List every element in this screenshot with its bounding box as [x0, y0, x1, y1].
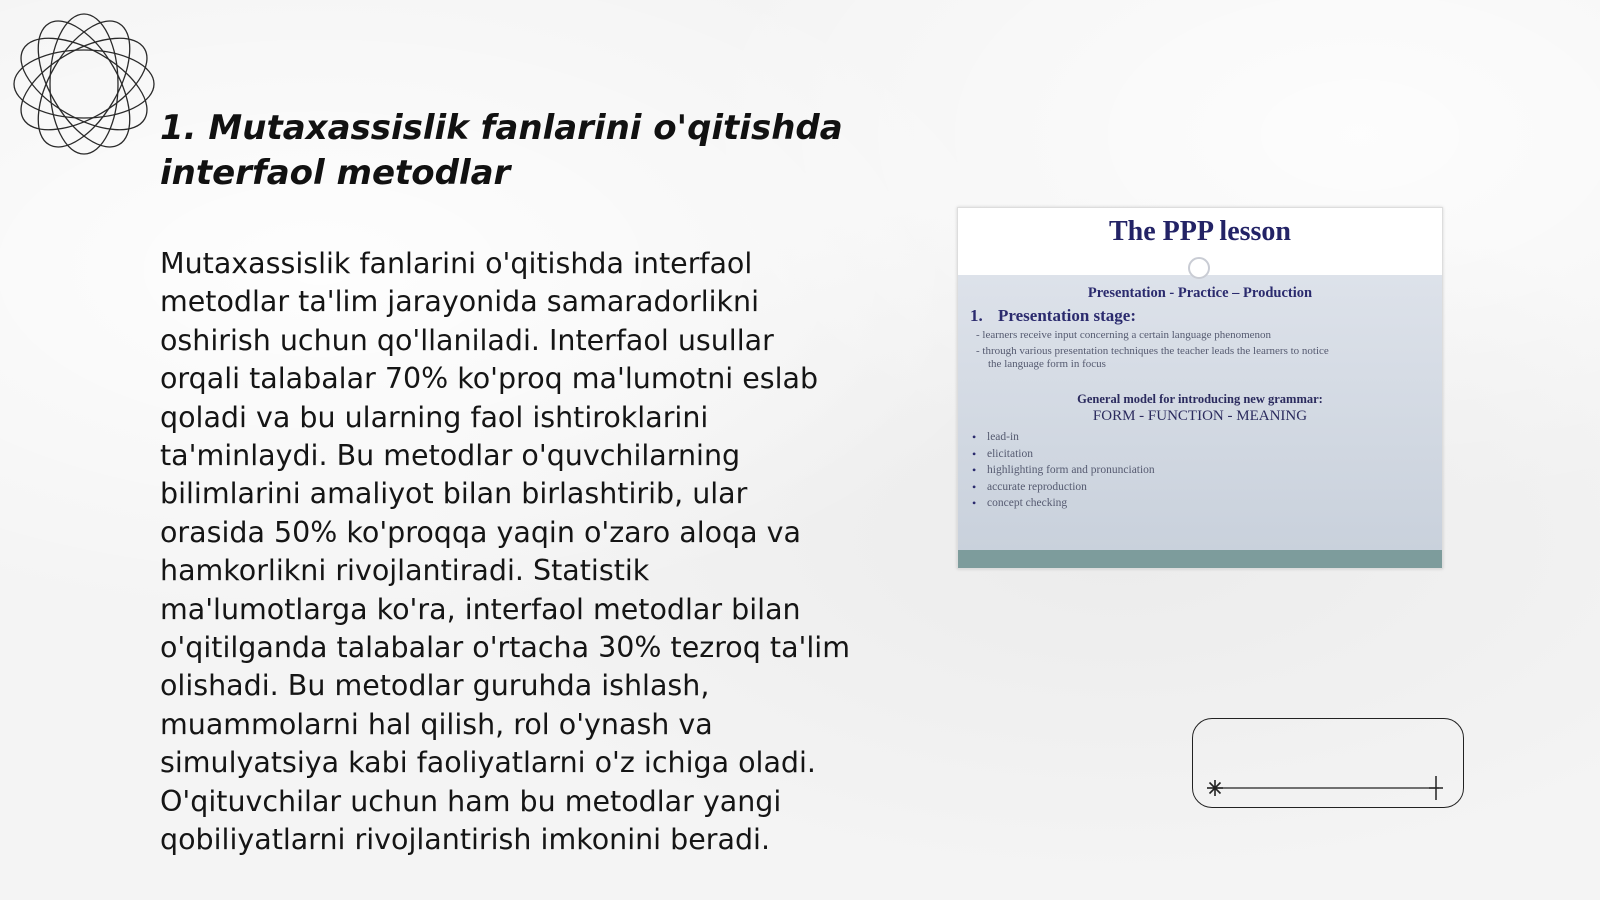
rosette-logo-icon — [10, 10, 158, 158]
cross-star-icon — [1429, 776, 1443, 800]
embedded-slide-footer-bar — [958, 550, 1442, 568]
list-item: • accurate reproduction — [972, 479, 1155, 496]
slide-body-text: Mutaxassislik fanlarini o'qitishda interfaol metodlar ta'lim jarayonida samaradorlikni oshirish uchun qo'llaniladi. Interfaol usullar orqali talabalar 70% ko'proq ma'lumotni eslab qoladi va bu ularning faol ishtiroklarini ta'minlaydi. Bu metodlar o'quvchilarning bilimlarini amaliyot bilan birlashtirib, ular orasida 50% ko'proqqa yaqin o'zaro aloqa va hamkorlikni rivojlantiradi. Statistik ma'lumotlarga ko'ra, interfaol metodlar bilan o'qitilganda talabalar o'rtacha 30% tezroq ta'lim olishadi. Bu metodlar guruhda ishlash, muammolarni hal qilish, rol o'ynash va simulyatsiya kabi faoliyatlarni o'z ichiga oladi. O'qituvchilar uchun ham bu metodlar yangi qobiliyatlarni rivojlantirish imkonini beradi. — [160, 247, 850, 857]
model-heading: General model for introducing new grammar: — [1077, 392, 1323, 406]
decorative-pill — [1192, 718, 1464, 808]
slide-title: 1. Mutaxassislik fanlarini o'qitishda interfaol metodlar — [160, 108, 843, 193]
stage-line: - through various presentation techniques the teacher leads the learners to notice — [976, 345, 1329, 357]
list-item: • highlighting form and pronunciation — [972, 462, 1155, 479]
embedded-slide-subtitle: Presentation - Practice – Production — [1087, 285, 1313, 301]
stage-line: the language form in focus — [988, 358, 1106, 370]
list-item: • lead-in — [972, 429, 1155, 446]
model-formula: FORM - FUNCTION - MEANING — [1092, 408, 1308, 424]
steps-list — [972, 429, 1155, 512]
list-item: • elicitation — [972, 446, 1155, 463]
embedded-slide-stage — [970, 306, 1136, 326]
stage-label: Presentation stage: — [998, 306, 1137, 325]
sparkle-icon — [1207, 780, 1223, 796]
ring-icon — [1188, 257, 1210, 279]
stage-number: 1. — [970, 306, 983, 325]
embedded-slide-title: The PPP lesson — [1108, 216, 1291, 247]
embedded-slide-body — [958, 275, 1442, 550]
list-item: • concept checking — [972, 495, 1155, 512]
embedded-slide-image — [957, 207, 1443, 569]
stage-line: - learners receive input concerning a certain language phenomenon — [976, 329, 1272, 341]
